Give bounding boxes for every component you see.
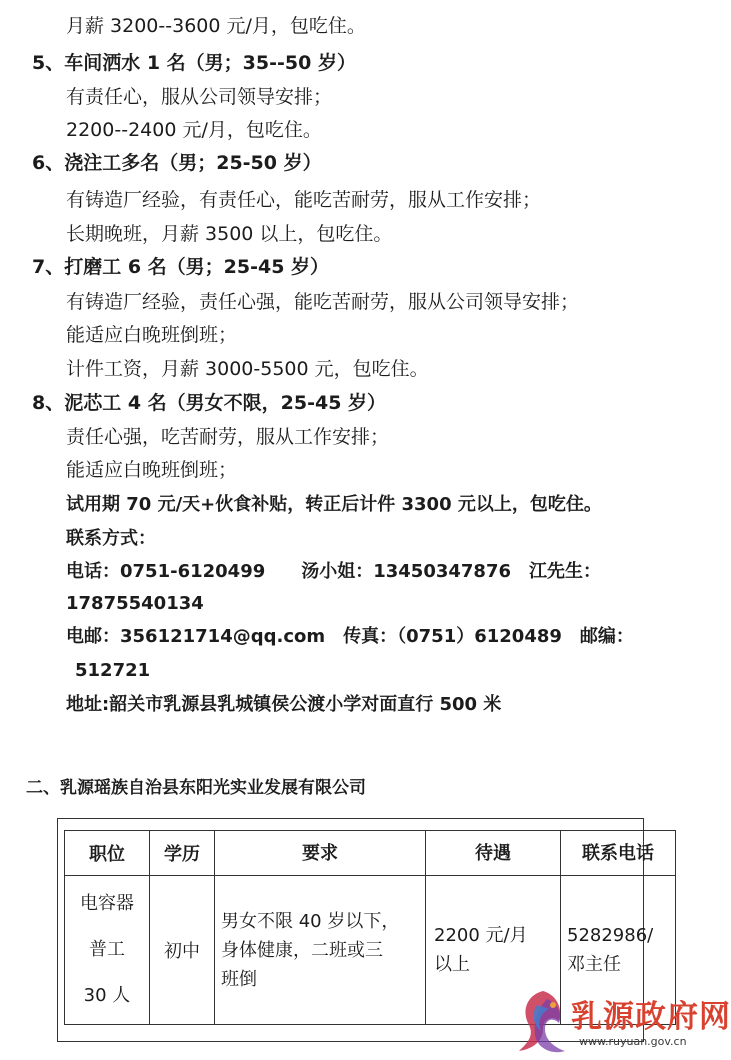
job-7-salary: 计件工资，月薪 3000-5500 元，包吃住。 — [66, 358, 429, 380]
job-heading-8: 8、泥芯工 4 名（男女不限，25-45 岁） — [32, 392, 387, 414]
contact-line: 5282986/ — [567, 925, 654, 946]
phone-line: 电话：0751-6120499 汤小姐：13450347876 江先生： — [66, 561, 602, 582]
table-header-row — [65, 831, 676, 876]
job-8-salary: 试用期 70 元/天+伙食补贴，转正后计件 3300 元以上，包吃住。 — [66, 494, 602, 515]
header-requirements: 要求 — [215, 831, 426, 876]
salary-line: 月薪 3200--3600 元/月，包吃住。 — [66, 15, 366, 37]
phone-line-continued: 17875540134 — [66, 593, 204, 614]
header-contact: 联系电话 — [561, 831, 676, 876]
dragon-logo-icon — [513, 985, 573, 1057]
salary-line: 以上 — [434, 954, 470, 975]
section-2-title: 二、乳源瑶族自治县东阳光实业发展有限公司 — [26, 778, 366, 798]
header-education: 学历 — [150, 831, 215, 876]
cell-education: 初中 — [150, 876, 215, 1025]
job-heading-6: 6、浇注工多名（男；25-50 岁） — [32, 152, 322, 174]
site-watermark — [513, 985, 731, 1057]
job-heading-5: 5、车间洒水 1 名（男；35--50 岁） — [32, 52, 356, 74]
requirement-line: 班倒 — [221, 968, 257, 990]
address-line: 地址:韶关市乳源县乳城镇侯公渡小学对面直行 500 米 — [66, 694, 502, 715]
zip-code: 512721 — [75, 660, 151, 681]
job-7-shift: 能适应白晚班倒班； — [66, 324, 238, 346]
position-line: 30 人 — [83, 985, 131, 1006]
salary-line: 2200 元/月 — [434, 925, 528, 946]
contact-line: 邓主任 — [567, 954, 621, 975]
contact-title: 联系方式： — [66, 528, 156, 549]
requirement-line: 身体健康，二班或三 — [221, 939, 383, 961]
email-fax-line: 电邮：356121714@qq.com 传真：（0751）6120489 邮编： — [66, 626, 634, 647]
job-8-shift: 能适应白晚班倒班； — [66, 459, 238, 481]
position-line: 电容器 — [80, 893, 134, 914]
cell-position — [65, 876, 150, 1025]
watermark-title: 乳源政府网 — [571, 999, 731, 1035]
job-8-requirement: 责任心强，吃苦耐劳，服从工作安排； — [66, 426, 390, 448]
header-salary: 待遇 — [426, 831, 561, 876]
position-line: 普工 — [89, 939, 125, 960]
job-heading-7: 7、打磨工 6 名（男；25-45 岁） — [32, 256, 330, 278]
job-5-requirement: 有责任心，服从公司领导安排； — [66, 86, 333, 108]
header-position: 职位 — [65, 831, 150, 876]
requirement-line: 男女不限 40 岁以下， — [221, 910, 400, 932]
job-6-salary: 长期晚班，月薪 3500 以上，包吃住。 — [66, 223, 393, 245]
job-6-requirement: 有铸造厂经验，有责任心，能吃苦耐劳，服从工作安排； — [66, 189, 542, 211]
watermark-url: www.ruyuan.gov.cn — [579, 1035, 687, 1048]
job-7-requirement: 有铸造厂经验，责任心强，能吃苦耐劳，服从公司领导安排； — [66, 291, 580, 313]
job-5-salary: 2200--2400 元/月，包吃住。 — [66, 119, 322, 141]
cell-requirements — [215, 876, 426, 1025]
